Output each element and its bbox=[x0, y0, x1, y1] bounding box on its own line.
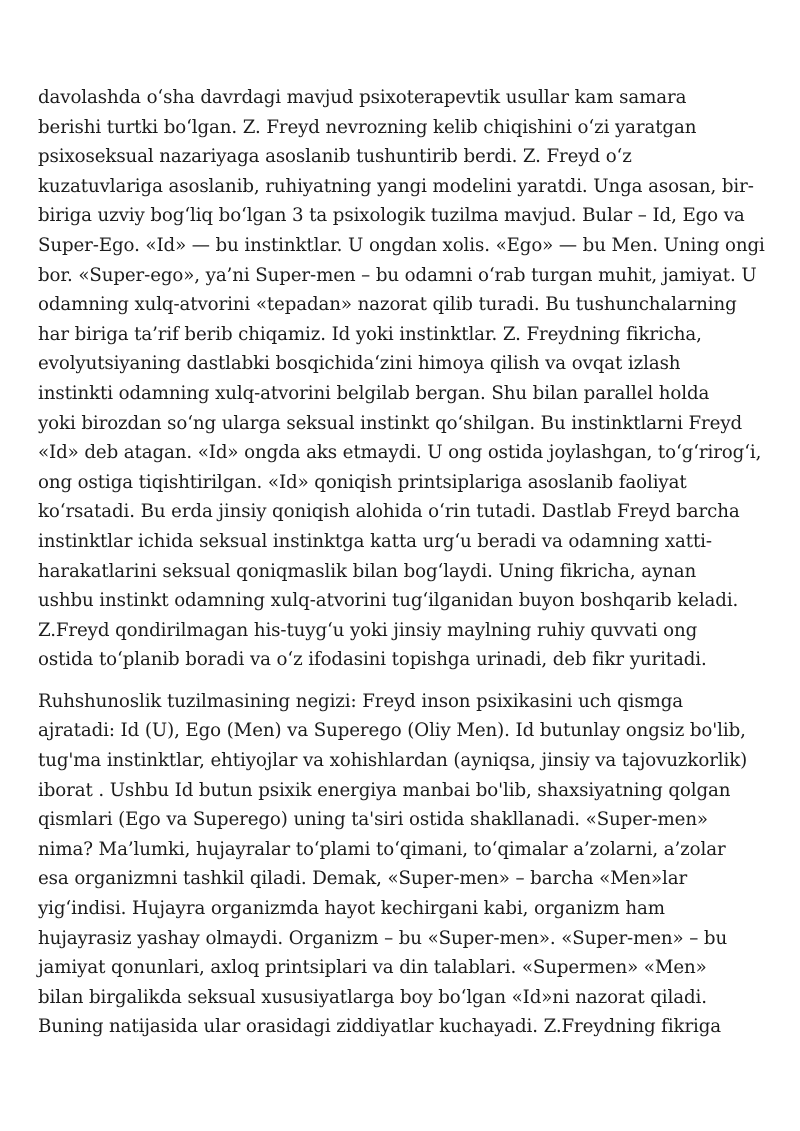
text-line: biriga uzviy bogʻliq boʻlgan 3 ta psixologik tuzilma mavjud. Bular – Id, Ego va bbox=[38, 205, 745, 227]
text-line: har biriga ta’rif berib chiqamiz. Id yoki instinktlar. Z. Freydning fikricha, bbox=[38, 323, 702, 345]
document-page bbox=[38, 83, 766, 1042]
text-line: ajratadi: Id (U), Ego (Men) va Superego (Oliy Men). Id butunlay ongsiz bo'lib, bbox=[38, 720, 746, 742]
text-line: davolashda oʻsha davrdagi mavjud psixoterapevtik usullar kam samara bbox=[38, 87, 687, 108]
text-line: ostida toʻplanib boradi va oʻz ifodasini topishga urinadi, deb fikr yuritadi. bbox=[38, 649, 707, 671]
text-line: nima? Ma’lumki, hujayralar toʻplami toʻqimani, toʻqimalar a’zolarni, a’zolar bbox=[38, 838, 726, 860]
text-line: tug'ma instinktlar, ehtiyojlar va xohishlardan (ayniqsa, jinsiy va tajovuzkorlik) bbox=[38, 750, 748, 772]
text-line: ong ostiga tiqishtirilgan. «Id» qoniqish printsiplariga asoslanib faoliyat bbox=[38, 471, 687, 493]
paragraph-1 bbox=[38, 83, 766, 675]
text-line: bilan birgalikda seksual xususiyatlarga boy boʻlgan «Id»ni nazorat qiladi. bbox=[38, 986, 707, 1008]
paragraph-2 bbox=[38, 687, 766, 1042]
text-line: esa organizmni tashkil qiladi. Demak, «Super-men» – barcha «Men»lar bbox=[38, 868, 688, 890]
text-line: psixoseksual nazariyaga asoslanib tushuntirib berdi. Z. Freyd oʻz bbox=[38, 146, 632, 168]
text-line: odamning xulq-atvorini «tepadan» nazorat qilib turadi. Bu tushunchalarning bbox=[38, 294, 737, 316]
text-line: harakatlarini seksual qoniqmaslik bilan bogʻlaydi. Uning fikricha, aynan bbox=[38, 560, 697, 582]
text-line: Z.Freyd qondirilmagan his-tuygʻu yoki jinsiy maylning ruhiy quvvati ong bbox=[38, 619, 698, 641]
text-line: yoki birozdan soʻng ularga seksual instinkt qoʻshilgan. Bu instinktlarni Freyd bbox=[38, 412, 743, 434]
text-line: bor. «Super-ego», ya’ni Super-men – bu odamni oʻrab turgan muhit, jamiyat. U bbox=[38, 264, 757, 286]
text-line: kuzatuvlariga asoslanib, ruhiyatning yangi modelini yaratdi. Unga asosan, bir- bbox=[38, 175, 754, 197]
text-line: jamiyat qonunlari, axloq printsiplari va din talablari. «Supermen» «Men» bbox=[38, 957, 707, 979]
text-line: instinktlar ichida seksual instinktga katta urgʻu beradi va odamning xatti- bbox=[38, 530, 712, 552]
text-line: qismlari (Ego va Superego) uning ta'siri ostida shakllanadi. «Super-men» bbox=[38, 809, 708, 831]
text-line: hujayrasiz yashay olmaydi. Organizm – bu «Super-men». «Super-men» – bu bbox=[38, 927, 728, 949]
text-line: instinkti odamning xulq-atvorini belgilab bergan. Shu bilan parallel holda bbox=[38, 382, 710, 404]
text-line: koʻrsatadi. Bu erda jinsiy qoniqish alohida oʻrin tutadi. Dastlab Freyd barcha bbox=[38, 501, 740, 523]
text-line: yigʻindisi. Hujayra organizmda hayot kechirgani kabi, organizm ham bbox=[38, 898, 665, 920]
text-line: «Id» deb atagan. «Id» ongda aks etmaydi. U ong ostida joylashgan, toʻgʻrirogʻi, bbox=[38, 442, 762, 464]
text-line: Ruhshunoslik tuzilmasining negizi: Freyd inson psixikasini uch qismga bbox=[38, 690, 683, 712]
text-line: iborat . Ushbu Id butun psixik energiya manbai bo'lib, shaxsiyatning qolgan bbox=[38, 779, 731, 801]
text-line: ushbu instinkt odamning xulq-atvorini tugʻilganidan buyon boshqarib keladi. bbox=[38, 590, 739, 612]
text-line: berishi turtki boʻlgan. Z. Freyd nevrozning kelib chiqishini oʻzi yaratgan bbox=[38, 116, 697, 138]
text-line: Super-Ego. «Id» — bu instinktlar. U ongdan xolis. «Ego» — bu Men. Uning ongi bbox=[38, 234, 765, 256]
text-line: evolyutsiyaning dastlabki bosqichidaʻzini himoya qilish va ovqat izlash bbox=[38, 353, 681, 375]
text-line: Buning natijasida ular orasidagi ziddiyatlar kuchayadi. Z.Freydning fikriga bbox=[38, 1016, 722, 1038]
